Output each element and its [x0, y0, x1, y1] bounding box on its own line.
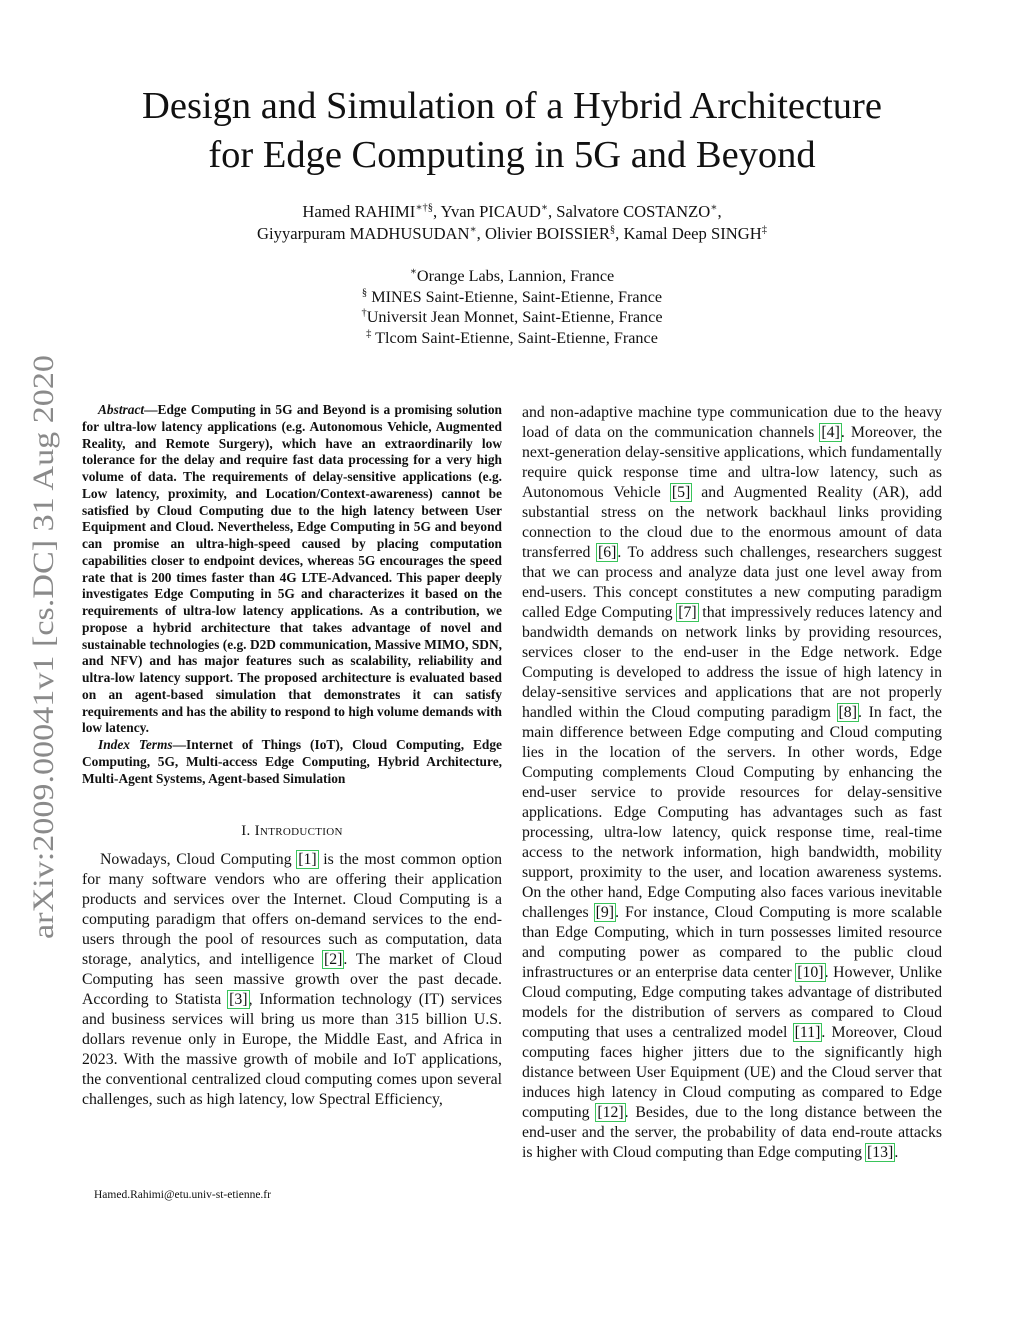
text-run: Nowadays, Cloud Computing — [100, 851, 298, 869]
author-mark: § — [609, 224, 616, 236]
text-run: , Information technology (IT) services and business services will bring us more than 315 billion U.S. dollars revenue only in Europe, the Middle East, and Africa in 2023. With the massive growth of mobile and IoT applications, the conventional centralized cloud computing comes upon several challenges, such as high latency, low Spectral Efficiency, — [82, 991, 503, 1109]
section-title-initial: I — [254, 823, 260, 840]
citation-link[interactable]: [8] — [838, 704, 857, 721]
arxiv-id-text: arXiv:2009.00041v1 [cs.DC] 31 Aug 2020 — [27, 425, 60, 939]
text-run: is the most common option for many software vendors who are offering their application products and services over the Internet. Cloud Computing is a computing paradigm that offers on-demand services to the end-users through the pool of resources such as computation, data storage, analytics, and intelligence — [82, 851, 502, 969]
citation-link[interactable]: [4] — [821, 424, 840, 441]
text-run: and non-adaptive machine type communication due to the heavy load of data on the communication channels — [522, 404, 942, 441]
author-mark: ∗ — [469, 224, 477, 236]
affiliation-list — [60, 266, 964, 348]
right-column — [522, 403, 942, 1163]
citation-link[interactable]: [11] — [794, 1024, 821, 1041]
intro-paragraph-right — [522, 403, 942, 1163]
abstract-paragraph — [82, 402, 502, 737]
citation-link[interactable]: [3] — [229, 991, 248, 1009]
text-run: . — [894, 1144, 899, 1161]
text-run: and Augmented Reality (AR), add substantial stress on the network backhaul links providing connection to the cloud due to the enormous amount of data transferred — [522, 484, 942, 561]
author-mark: ‡ — [761, 224, 767, 236]
arxiv-identifier-stamp — [22, 348, 62, 948]
index-terms-paragraph — [82, 737, 502, 787]
text-run: . The market of Cloud Computing has seen massive growth over the past decade. According to Statista — [82, 951, 502, 1009]
section-heading-introduction — [82, 823, 502, 840]
intro-paragraph-left — [82, 850, 502, 1110]
citation-link[interactable]: [5] — [671, 484, 691, 501]
title-line-2: for Edge Computing in 5G and Beyond — [208, 134, 816, 176]
affiliation-mark: ‡ — [366, 328, 372, 340]
text-run: . Moreover, Cloud computing faces higher jitters due to the significantly high distance between User Equipment (UE) and the Cloud server that induces high latency in Cloud computing as compared to Edge computing — [522, 1024, 942, 1121]
author-line-1 — [60, 201, 964, 223]
citation-link[interactable]: [1] — [298, 851, 317, 869]
title-line-1: Design and Simulation of a Hybrid Architecture — [142, 85, 882, 127]
affiliation-line — [60, 328, 964, 349]
text-run: . In fact, the main difference between Edge computing and Cloud computing lies in the location of the servers. In other words, Edge Computing complements Cloud Computing by enhancing the end-user service to provide resources for delay-sensitive applications. Edge Computing has advantages such as fast processing, ultra-low latency, quick response time, real-time access to the network information, high bandwidth, mobility support, proximity to the user, and location awareness systems. On the other hand, Edge Computing also faces various inevitable challenges — [522, 704, 942, 921]
abstract-text: —Edge Computing in 5G and Beyond is a promising solution for ultra-low latency applications (e.g. Autonomous Vehicle, Augmented Reality, and Remote Surgery), which have an extraordinarily low tolerance for the delay and require fast data processing for a very high volume of data. The requirements of delay-sensitive applications (e.g. Low latency, proximity, and Location/Context-awareness) cannot be satisfied by Cloud Computing due to the high latency between User Equipment and Cloud. Nevertheless, Edge Computing in 5G and beyond can promise an ultra-high-speed caused by placing computation capabilities closer to endpoint devices, whereas 5G encourages the speed rate that is 200 times faster than 4G LTE-Advanced. This paper deeply investigates Edge Computing in 5G and characterizes it based on the requirements of ultra-low latency applications. As a contribution, we propose a hybrid architecture that takes advantage of novel and sustainable technologies (e.g. D2D communication, Massive MIMO, SDN, and NFV) and has major features such as scalability, reliability and ultra-low latency support. The proposed architecture is evaluated based on an agent-based simulation that demonstrates it can satisfy requirements and has the ability to respond to high volume demands with low latency. — [82, 402, 503, 736]
affiliation-mark: § — [361, 287, 368, 299]
author-separator: , — [717, 202, 722, 221]
citation-link[interactable]: [6] — [597, 544, 617, 561]
author-name: , Kamal Deep SINGH — [615, 224, 762, 243]
citation-link[interactable]: [9] — [595, 904, 615, 921]
index-terms-text: —Internet of Things (IoT), Cloud Computing, Edge Computing, 5G, Multi-access Edge Computing, Hybrid Architecture, Multi-Agent Systems, Agent-based Simulation — [82, 737, 502, 786]
affiliation-text: Tlcom Saint-Etienne, Saint-Etienne, France — [371, 328, 658, 347]
abstract-block — [82, 402, 502, 787]
affiliation-line — [60, 266, 964, 287]
citation-link[interactable]: [2] — [323, 951, 343, 969]
text-run: . To address such challenges, researchers suggest that we can process and analyze data just one level away from end-users. This concept constitutes a new computing paradigm called Edge Computing — [522, 544, 942, 621]
author-name: , Olivier BOISSIER — [476, 224, 610, 243]
text-run: . Moreover, the next-generation delay-sensitive applications, which fundamentally require quick response time and ultra-low latency, such as Autonomous Vehicle — [522, 424, 942, 501]
affiliation-line — [60, 307, 964, 328]
affiliation-text: Universit Jean Monnet, Saint-Etienne, France — [366, 308, 663, 326]
citation-link[interactable]: [7] — [678, 604, 697, 621]
left-column — [82, 402, 502, 1110]
author-name: Giyyarpuram MADHUSUDAN — [257, 224, 470, 243]
author-mark: ∗ — [540, 202, 548, 214]
index-terms-label: Index Terms — [98, 737, 173, 752]
citation-link[interactable]: [12] — [597, 1104, 624, 1121]
author-mark: ∗†§ — [415, 202, 433, 214]
affiliation-mark: ∗ — [409, 266, 417, 278]
affiliation-mark: † — [361, 307, 367, 319]
paper-title — [60, 82, 964, 180]
text-run: that impressively reduces latency and bandwidth demands on network links by providing resources, services closer to the end-user in the Edge network. Edge Computing is developed to address the issue of high latency in delay-sensitive services and applications that are not properly handled within the Cloud computing paradigm — [522, 604, 942, 721]
citation-link[interactable]: [10] — [797, 964, 824, 981]
section-number: I. — [241, 823, 255, 840]
text-run: . For instance, Cloud Computing is more scalable than Edge Computing, which in turn possesses limited resource and computing power as compared to the public cloud infrastructures or an enterprise data center — [522, 904, 942, 981]
abstract-label: Abstract — [98, 402, 145, 417]
affiliation-line — [60, 287, 964, 308]
author-line-2 — [60, 223, 964, 245]
citation-link[interactable]: [13] — [866, 1144, 894, 1161]
footnote-email: Hamed.Rahimi@etu.univ-st-etienne.fr — [94, 1189, 271, 1201]
author-name: , Salvatore COSTANZO — [548, 202, 711, 221]
affiliation-text: MINES Saint-Etienne, Saint-Etienne, France — [367, 287, 663, 306]
author-list — [60, 201, 964, 245]
text-run: . However, Unlike Cloud computing, Edge computing takes advantage of distributed models for the distribution of servers as compared to Cloud computing that uses a centralized model — [522, 964, 942, 1041]
affiliation-text: Orange Labs, Lannion, France — [416, 267, 615, 285]
text-run: . Besides, due to the long distance between the end-user and the server, the probability of data end-route attacks is higher with Cloud computing than Edge computing — [522, 1104, 942, 1161]
section-title-rest: ntroduction — [259, 823, 343, 840]
author-mark: ∗ — [710, 202, 718, 214]
author-name: Hamed RAHIMI — [302, 202, 416, 221]
arxiv-stamp-graphic — [22, 348, 62, 948]
author-name: , Yvan PICAUD — [432, 202, 541, 221]
